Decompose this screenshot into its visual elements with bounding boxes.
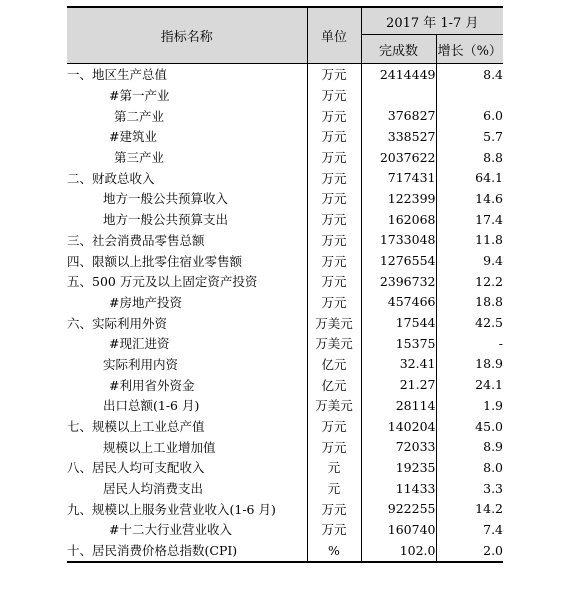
growth-rate-cell: 18.8 (475, 294, 504, 310)
growth-rate-cell: 8.0 (483, 459, 504, 475)
completed-value-cell: 140204 (361, 416, 436, 437)
indicator-name-cell: 三、社会消费品零售总额 (67, 232, 205, 248)
indicator-name-cell: #十二大行业营业收入 (109, 522, 232, 538)
unit-cell: 万元 (307, 416, 361, 437)
header-growth: 增长（%） (436, 35, 503, 64)
header-indicator-name: 指标名称 (67, 7, 307, 64)
growth-rate-cell: 14.2 (475, 501, 504, 517)
indicator-name-cell: 地方一般公共预算收入 (103, 191, 229, 207)
unit-cell: 万美元 (307, 333, 361, 354)
table-row (67, 167, 503, 188)
indicator-name-cell: 规模以上工业增加值 (103, 439, 216, 455)
table-row (67, 416, 503, 437)
indicator-name-cell: 八、居民人均可支配收入 (67, 460, 205, 476)
indicator-name-cell: #利用省外资金 (109, 377, 195, 393)
completed-value-cell: 1733048 (361, 230, 436, 251)
growth-rate-cell: - (498, 335, 504, 351)
completed-value-cell: 19235 (361, 457, 436, 478)
unit-cell: 亿元 (307, 374, 361, 395)
indicator-name-cell: 第二产业 (114, 108, 165, 124)
indicator-name-cell: 二、财政总收入 (67, 170, 155, 186)
completed-value-cell: 717431 (361, 167, 436, 188)
header-completed: 完成数 (361, 35, 436, 64)
table-row (67, 105, 503, 126)
growth-rate-cell: 6.0 (483, 108, 504, 124)
unit-cell: 万元 (307, 64, 361, 85)
completed-value-cell: 11433 (361, 478, 436, 499)
growth-rate-cell: 64.1 (475, 170, 504, 186)
table-row (67, 436, 503, 457)
growth-rate-cell: 8.4 (483, 66, 504, 82)
completed-value-cell: 2037622 (361, 147, 436, 168)
completed-value-cell: 457466 (361, 292, 436, 313)
unit-cell: 万元 (307, 519, 361, 540)
unit-cell: 元 (307, 478, 361, 499)
unit-cell: 万元 (307, 209, 361, 230)
indicator-name-cell: #建筑业 (109, 129, 157, 145)
unit-cell: 万元 (307, 126, 361, 147)
table-row (67, 540, 503, 562)
indicator-name-cell: 十、居民消费价格总指数(CPI) (67, 540, 307, 562)
indicator-name-cell: 五、500 万元及以上固定资产投资 (67, 274, 258, 290)
table-row (67, 354, 503, 375)
table-row (67, 519, 503, 540)
growth-rate-cell: 11.8 (475, 232, 504, 248)
table-row (67, 250, 503, 271)
table-row (67, 230, 503, 251)
table-header (67, 7, 503, 64)
indicator-name-cell: 九、规模以上服务业营业收入(1-6 月) (67, 501, 276, 517)
indicator-name-cell: #房地产投资 (109, 294, 182, 310)
completed-value-cell: 162068 (361, 209, 436, 230)
header-unit: 单位 (307, 7, 361, 64)
statistics-table (67, 6, 503, 563)
completed-value-cell: 102.0 (361, 540, 436, 562)
growth-rate-cell: 2.0 (436, 540, 503, 562)
completed-value-cell: 922255 (361, 498, 436, 519)
completed-value-cell: 338527 (361, 126, 436, 147)
table-row (67, 271, 503, 292)
growth-rate-cell: 8.9 (483, 439, 504, 455)
unit-cell: 万元 (307, 498, 361, 519)
completed-value-cell: 122399 (361, 188, 436, 209)
unit-cell: 万元 (307, 167, 361, 188)
table-row (67, 85, 503, 106)
indicator-name-cell: 四、限额以上批零住宿业零售额 (67, 253, 243, 269)
indicator-name-cell: 第三产业 (114, 150, 165, 166)
table-row (67, 333, 503, 354)
growth-rate-cell: 14.6 (475, 190, 504, 206)
table-row (67, 457, 503, 478)
completed-value-cell: 21.27 (361, 374, 436, 395)
table-row (67, 395, 503, 416)
unit-cell: 万元 (307, 105, 361, 126)
completed-value-cell: 2396732 (361, 271, 436, 292)
table-row (67, 292, 503, 313)
growth-rate-cell: 9.4 (483, 253, 504, 269)
unit-cell: 万元 (307, 250, 361, 271)
table-row (67, 312, 503, 333)
completed-value-cell: 72033 (361, 436, 436, 457)
unit-cell: 万元 (307, 292, 361, 313)
growth-rate-cell: 1.9 (483, 397, 504, 413)
completed-value-cell: 32.41 (361, 354, 436, 375)
unit-cell: 万元 (307, 271, 361, 292)
growth-rate-cell: 12.2 (475, 273, 504, 289)
growth-rate-cell: 18.9 (475, 356, 504, 372)
indicator-name-cell: 实际利用内资 (103, 356, 179, 372)
completed-value-cell: 15375 (361, 333, 436, 354)
indicator-name-cell: 一、地区生产总值 (67, 67, 168, 83)
unit-cell: 万元 (307, 85, 361, 106)
indicator-name-cell: 六、实际利用外资 (67, 315, 168, 331)
indicator-name-cell: 七、规模以上工业总产值 (67, 419, 205, 435)
completed-value-cell: 17544 (361, 312, 436, 333)
completed-value-cell (361, 85, 436, 106)
indicator-name-cell: 居民人均消费支出 (103, 481, 204, 497)
unit-cell: % (307, 540, 361, 562)
table-body (67, 64, 503, 562)
unit-cell: 万元 (307, 188, 361, 209)
indicator-name-cell: #第一产业 (109, 88, 170, 104)
growth-rate-cell: 7.4 (483, 521, 504, 537)
growth-rate-cell: 42.5 (475, 315, 504, 331)
growth-rate-cell: 45.0 (475, 418, 504, 434)
unit-cell: 亿元 (307, 354, 361, 375)
unit-cell: 万美元 (307, 395, 361, 416)
table-row (67, 126, 503, 147)
growth-rate-cell: 3.3 (483, 480, 504, 496)
completed-value-cell: 1276554 (361, 250, 436, 271)
completed-value-cell: 2414449 (361, 64, 436, 85)
unit-cell: 元 (307, 457, 361, 478)
unit-cell: 万元 (307, 436, 361, 457)
completed-value-cell: 160740 (361, 519, 436, 540)
completed-value-cell: 28114 (361, 395, 436, 416)
growth-rate-cell: 5.7 (483, 128, 504, 144)
unit-cell: 万元 (307, 230, 361, 251)
growth-rate-cell: 17.4 (475, 211, 504, 227)
unit-cell: 万元 (307, 147, 361, 168)
indicator-name-cell: #现汇进资 (109, 336, 170, 352)
indicator-name-cell: 地方一般公共预算支出 (103, 212, 229, 228)
table-row (67, 64, 503, 85)
table-row (67, 498, 503, 519)
table-row (67, 478, 503, 499)
header-period: 2017 年 1-7 月 (361, 7, 503, 35)
table-row (67, 147, 503, 168)
table-row (67, 188, 503, 209)
unit-cell: 万美元 (307, 312, 361, 333)
growth-rate-cell (436, 85, 503, 106)
completed-value-cell: 376827 (361, 105, 436, 126)
indicator-name-cell: 出口总额(1-6 月) (103, 398, 200, 414)
growth-rate-cell: 24.1 (475, 377, 504, 393)
table-row (67, 374, 503, 395)
growth-rate-cell: 8.8 (483, 149, 504, 165)
table-row (67, 209, 503, 230)
